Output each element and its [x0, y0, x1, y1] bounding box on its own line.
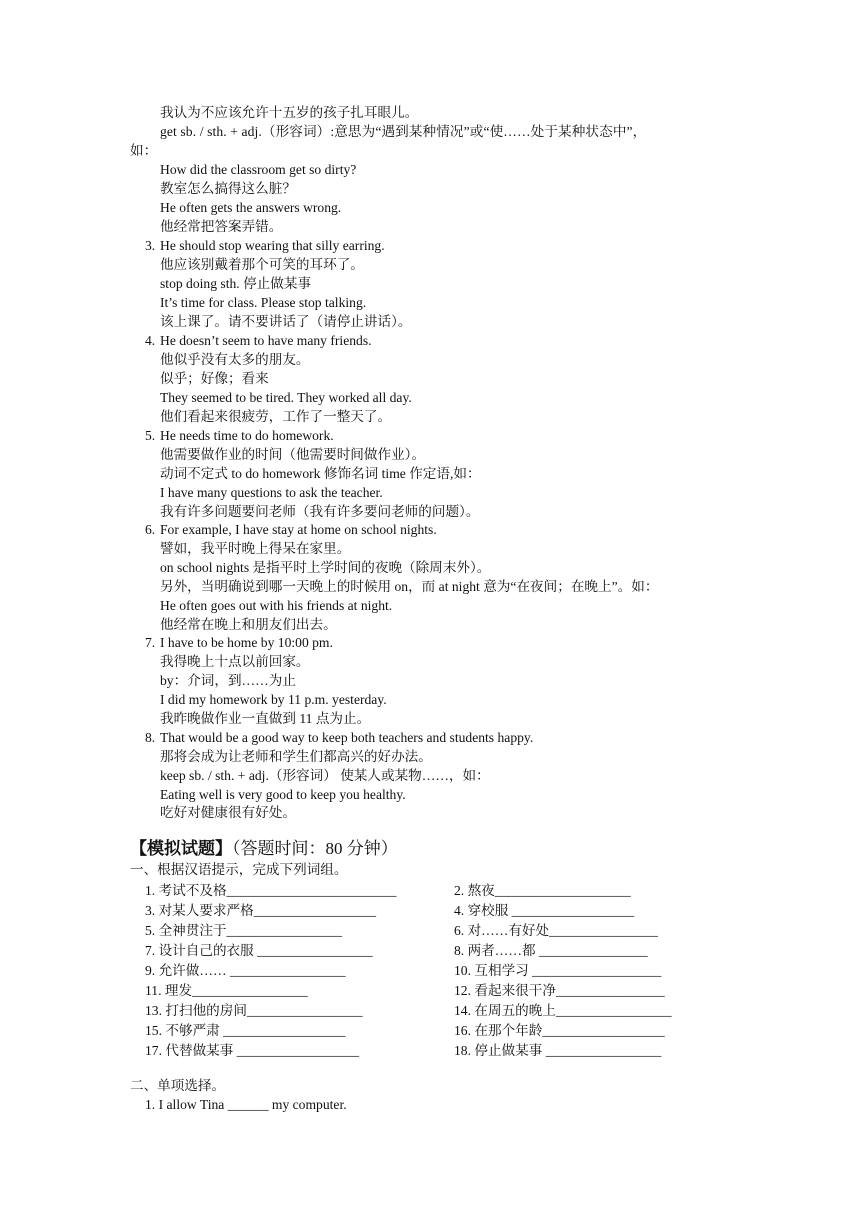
item-line: 我有许多问题要问老师（我有许多要问老师的问题）。	[160, 504, 480, 519]
vocab-item: 1. 考试不及格_________________________	[145, 883, 397, 898]
item-line: They seemed to be tired. They worked all day.	[160, 390, 412, 405]
note-line: get sb. / sth. + adj.（形容词）:意思为“遇到某种情况”或“使……处于某种状态中”，	[160, 124, 647, 139]
item-line: stop doing sth. 停止做某事	[160, 276, 312, 291]
item-line: That would be a good way to keep both teachers and students happy.	[160, 730, 534, 745]
vocab-item: 10. 互相学习 ___________________	[454, 963, 662, 978]
vocab-item: 13. 打扫他的房间_________________	[145, 1003, 363, 1018]
item-line: 动词不定式 to do homework 修饰名词 time 作定语,如：	[160, 466, 481, 481]
item-line: 另外，当明确说到哪一天晚上的时候用 on，而 at night 意为“在夜间；在晚上”。如：	[160, 579, 659, 594]
item-line: keep sb. / sth. + adj.（形容词） 使某人或某物……，如：	[160, 768, 490, 783]
item-number: 6.	[145, 522, 156, 537]
example-en: How did the classroom get so dirty?	[160, 162, 357, 177]
question-1: 1. I allow Tina ______ my computer.	[145, 1097, 347, 1112]
item-line: He needs time to do homework.	[160, 428, 334, 443]
note-line: 我认为不应该允许十五岁的孩子扎耳眼儿。	[160, 105, 419, 120]
item-number: 8.	[145, 730, 156, 745]
vocab-item: 9. 允许做…… _________________	[145, 963, 346, 978]
item-line: 那将会成为让老师和学生们都高兴的好办法。	[160, 749, 432, 764]
item-number: 4.	[145, 333, 156, 348]
item-line: 譬如，我平时晚上得呆在家里。	[160, 541, 351, 556]
item-line: It’s time for class. Please stop talking.	[160, 295, 367, 310]
item-line: 该上课了。请不要讲话了（请停止讲话）。	[160, 314, 412, 329]
item-line: 他似乎没有太多的朋友。	[160, 352, 310, 367]
item-number: 5.	[145, 428, 156, 443]
item-line: 他们看起来很疲劳，工作了一整天了。	[160, 409, 392, 424]
part2-heading: 二、单项选择。	[130, 1078, 226, 1093]
item-line: 他经常在晚上和朋友们出去。	[160, 617, 337, 632]
item-line: I did my homework by 11 p.m. yesterday.	[160, 692, 387, 707]
item-line: 他需要做作业的时间（他需要时间做作业）。	[160, 447, 426, 462]
vocab-item: 2. 熬夜____________________	[454, 883, 631, 898]
item-line: 他应该别戴着那个可笑的耳环了。	[160, 257, 364, 272]
vocab-item: 17. 代替做某事 __________________	[145, 1043, 360, 1058]
note-line: 如：	[130, 143, 158, 158]
item-line: 似乎；好像；看来	[160, 371, 269, 386]
vocab-item: 12. 看起来很干净________________	[454, 983, 665, 998]
vocab-item: 14. 在周五的晚上_________________	[454, 1003, 672, 1018]
item-line: He should stop wearing that silly earring.	[160, 238, 385, 253]
vocab-item: 4. 穿校服 __________________	[454, 903, 635, 918]
exam-title-bold: 【模拟试题】	[130, 839, 232, 858]
item-line: by：介词，到……为止	[160, 673, 296, 688]
item-line: 吃好对健康很有好处。	[160, 805, 296, 820]
item-line: For example, I have stay at home on school nights.	[160, 522, 437, 537]
vocab-item: 16. 在那个年龄__________________	[454, 1023, 665, 1038]
example-zh: 他经常把答案弄错。	[160, 219, 283, 234]
vocab-item: 8. 两者……都 ________________	[454, 943, 648, 958]
vocab-item: 15. 不够严肃 __________________	[145, 1023, 346, 1038]
item-line: He often goes out with his friends at night.	[160, 598, 393, 613]
item-number: 7.	[145, 635, 156, 650]
item-line: He doesn’t seem to have many friends.	[160, 333, 372, 348]
vocab-item: 18. 停止做某事 _________________	[454, 1043, 662, 1058]
item-line: 我得晚上十点以前回家。	[160, 654, 310, 669]
item-line: I have to be home by 10:00 pm.	[160, 635, 333, 650]
item-line: Eating well is very good to keep you healthy.	[160, 787, 406, 802]
exam-title	[130, 838, 398, 860]
vocab-item: 11. 理发_________________	[145, 983, 308, 998]
exam-title-time: （答题时间：80 分钟）	[232, 839, 398, 858]
item-line: 我昨晚做作业一直做到 11 点为止。	[160, 711, 371, 726]
item-line: I have many questions to ask the teacher.	[160, 485, 383, 500]
item-line: on school nights 是指平时上学时间的夜晚（除周末外）。	[160, 560, 491, 575]
vocab-item: 3. 对某人要求严格__________________	[145, 903, 377, 918]
example-zh: 教室怎么搞得这么脏？	[160, 181, 296, 196]
example-en: He often gets the answers wrong.	[160, 200, 342, 215]
vocab-item: 7. 设计自己的衣服 _________________	[145, 943, 373, 958]
item-number: 3.	[145, 238, 156, 253]
part1-heading: 一、根据汉语提示，完成下列词组。	[130, 862, 348, 877]
vocab-item: 6. 对……有好处________________	[454, 923, 658, 938]
vocab-item: 5. 全神贯注于_________________	[145, 923, 343, 938]
